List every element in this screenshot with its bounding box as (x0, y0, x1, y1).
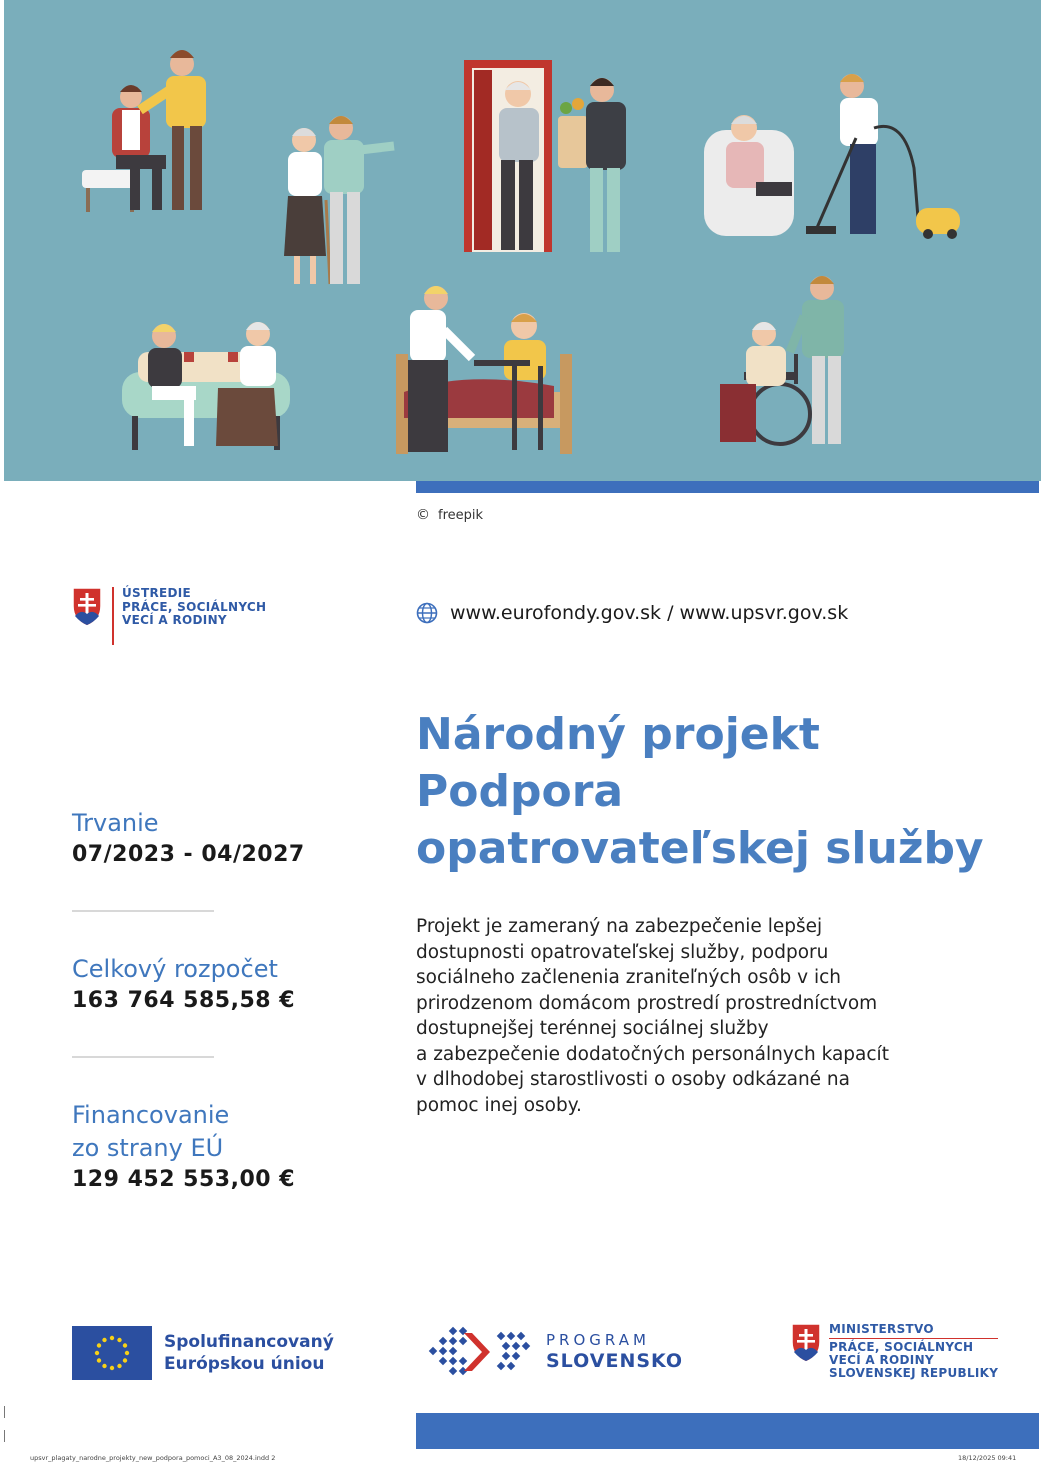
wheelchair-assistance-icon (720, 276, 844, 444)
program-slovensko-text (546, 1331, 683, 1373)
footer-accent-bar (416, 1413, 1039, 1449)
hero-illustration (4, 0, 1041, 481)
eu-logo-text (164, 1331, 334, 1375)
program-slovensko-logo (426, 1325, 683, 1379)
person-helping-elder-icon (82, 50, 206, 212)
budget-value: 163 764 585,58 € (72, 988, 296, 1013)
vacuum-cleaning-icon (704, 74, 960, 239)
upsvr-logo-text (122, 587, 266, 628)
project-title (416, 706, 1016, 877)
title-line: Podpora (416, 766, 624, 817)
title-line: opatrovateľskej služby (416, 823, 984, 874)
duration-value: 07/2023 - 04/2027 (72, 842, 305, 867)
care-scenes-illustration (4, 0, 1041, 481)
logo-line: PRÁCE, SOCIÁLNYCH (122, 599, 267, 614)
crop-mark (4, 1430, 5, 1442)
logo-line: SLOVENSKO (546, 1350, 684, 1372)
logo-line: ÚSTREDIE (122, 586, 192, 600)
eu-funding-value: 129 452 553,00 € (72, 1167, 296, 1192)
description-line: sociálneho začlenenia zraniteľných osôb v ich (416, 967, 842, 988)
eu-funding-label: Financovanie (72, 1101, 230, 1129)
eu-stars-icon (72, 1326, 152, 1380)
logo-line: VECÍ A RODINY (122, 613, 227, 627)
description-line: Projekt je zameraný na zabezpečenie lepšej (416, 916, 823, 937)
divider (72, 1056, 214, 1058)
logo-line: SLOVENSKEJ REPUBLIKY (829, 1366, 999, 1380)
description-line: dostupnosti opatrovateľskej služby, podporu (416, 941, 829, 963)
grocery-delivery-icon (464, 60, 626, 252)
ministry-logo (791, 1323, 998, 1380)
website-links (416, 602, 848, 624)
logo-line: Spolufinancovaný (164, 1332, 334, 1352)
copyright-icon: © (416, 507, 430, 523)
logo-line: VECÍ A RODINY (829, 1353, 934, 1367)
eu-flag-icon (72, 1326, 152, 1380)
budget-label: Celkový rozpočet (72, 955, 278, 983)
description-line: pomoc inej osoby. (416, 1094, 582, 1116)
globe-icon (416, 602, 438, 624)
description-line: dostupnejšej terénnej sociálnej služby (416, 1018, 769, 1039)
logo-line: PROGRAM (546, 1331, 650, 1349)
upsvr-logo (72, 587, 266, 645)
eu-funding-label-2: zo strany EÚ (72, 1134, 224, 1162)
crop-mark (4, 1406, 5, 1418)
print-timestamp: 18/12/2025 09:41 (958, 1454, 1017, 1462)
website-url-text[interactable]: www.eurofondy.gov.sk / www.upsvr.gov.sk (450, 602, 849, 624)
hero-accent-bar (416, 481, 1039, 493)
duration-label: Trvanie (72, 809, 159, 837)
divider (72, 910, 214, 912)
slovak-shield-icon (791, 1323, 821, 1363)
credit-text: freepik (438, 507, 484, 523)
print-file-name: upsvr_plagaty_narodne_projekty_new_podpora_pomoci_A3_08_2024.indd 2 (30, 1454, 276, 1462)
logo-line: PRÁCE, SOCIÁLNYCH (829, 1340, 974, 1354)
ministry-logo-text (829, 1323, 998, 1380)
slovak-shield-icon (72, 587, 102, 627)
logo-line: MINISTERSTVO (829, 1323, 998, 1339)
description-line: v dlhodobej starostlivosti o osoby odkázané na (416, 1069, 850, 1090)
description-line: a zabezpečenie dodatočných personálnych kapacít (416, 1043, 889, 1065)
elder-walking-with-cane-icon (284, 116, 394, 284)
image-credit (416, 507, 483, 523)
elders-drinking-tea-icon (122, 322, 290, 450)
logo-line: Európskou úniou (164, 1354, 325, 1374)
logo-divider (112, 587, 114, 645)
description-line: prirodzenom domácom prostredí prostredníctvom (416, 992, 878, 1014)
program-slovensko-mark-icon (426, 1325, 536, 1379)
project-description (416, 914, 936, 1118)
title-line: Národný projekt (416, 709, 820, 760)
serving-meal-in-bed-icon (396, 286, 572, 454)
eu-cofunded-logo (72, 1326, 334, 1380)
